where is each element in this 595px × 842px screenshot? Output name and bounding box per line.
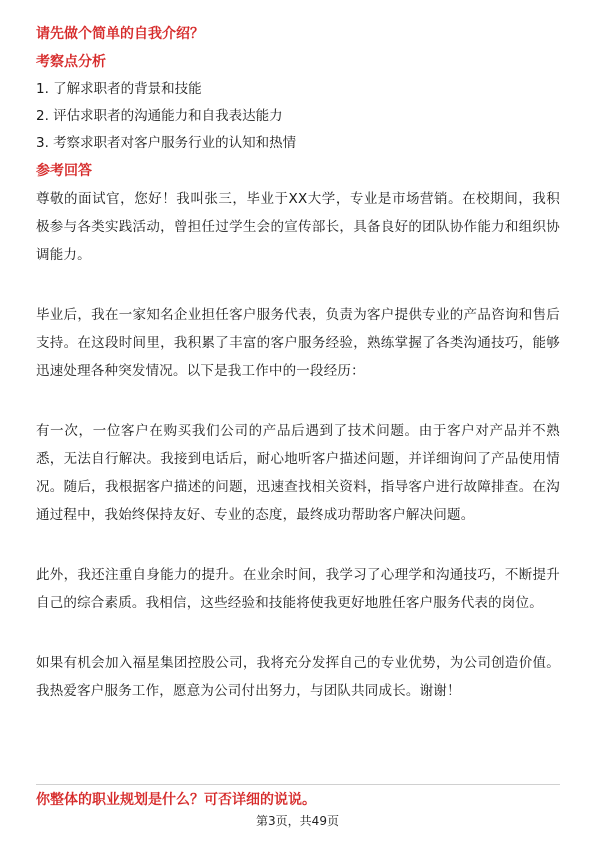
answer-body <box>36 185 560 705</box>
answer-heading: 参考回答 <box>36 163 92 179</box>
page-number: 第3页，共49页 <box>256 814 339 828</box>
section-divider <box>36 784 560 785</box>
answer-paragraph: 此外，我还注重自身能力的提升。在业余时间，我学习了心理学和沟通技巧，不断提升自己的综合素质。我相信，这些经验和技能将使我更好地胜任客户服务代表的岗位。 <box>36 567 560 611</box>
analysis-point: 2. 评估求职者的沟通能力和自我表达能力 <box>36 108 283 124</box>
analysis-point: 1. 了解求职者的背景和技能 <box>36 81 202 97</box>
next-question-title: 你整体的职业规划是什么？可否详细的说说。 <box>36 792 316 808</box>
answer-paragraph: 尊敬的面试官，您好！我叫张三，毕业于XX大学，专业是市场营销。在校期间，我积极参与各类实践活动，曾担任过学生会的宣传部长，具备良好的团队协作能力和组织协调能力。 <box>36 191 560 263</box>
question-title: 请先做个简单的自我介绍？ <box>36 26 204 42</box>
answer-paragraph: 有一次，一位客户在购买我们公司的产品后遇到了技术问题。由于客户对产品并不熟悉，无法自行解决。我接到电话后，耐心地听客户描述问题，并详细询问了产品使用情况。随后，我根据客户描述的问题，迅速查找相关资料，指导客户进行故障排查。在沟通过程中，我始终保持友好、专业的态度，最终成功帮助客户解决问题。 <box>36 423 560 523</box>
answer-paragraph: 如果有机会加入福星集团控股公司，我将充分发挥自己的专业优势，为公司创造价值。我热爱客户服务工作，愿意为公司付出努力，与团队共同成长。谢谢！ <box>36 655 560 699</box>
answer-paragraph: 毕业后，我在一家知名企业担任客户服务代表，负责为客户提供专业的产品咨询和售后支持。在这段时间里，我积累了丰富的客户服务经验，熟练掌握了各类沟通技巧，能够迅速处理各种突发情况。以下是我工作中的一段经历： <box>36 307 560 379</box>
analysis-heading: 考察点分析 <box>36 54 106 70</box>
page-content <box>36 24 560 705</box>
analysis-point: 3. 考察求职者对客户服务行业的认知和热情 <box>36 135 297 151</box>
